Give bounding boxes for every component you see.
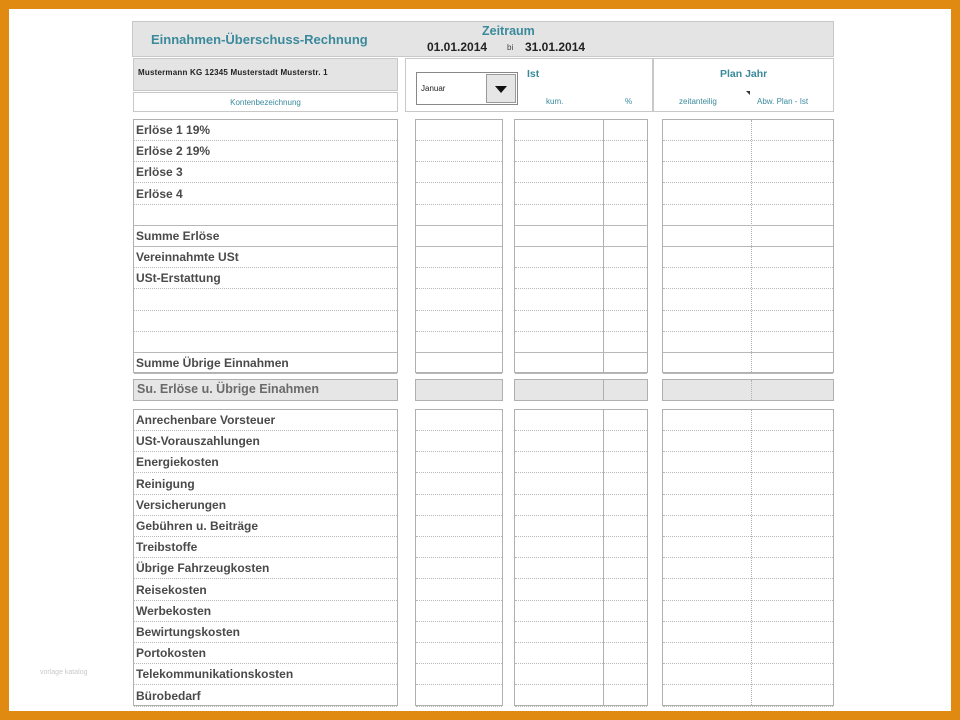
table-cell[interactable]: [663, 226, 833, 247]
table-cell[interactable]: [515, 431, 647, 452]
table-cell[interactable]: [515, 622, 647, 643]
row-label: Vereinnahmte USt: [136, 250, 239, 264]
table-cell[interactable]: [416, 452, 502, 473]
table-cell[interactable]: [416, 162, 502, 183]
table-cell[interactable]: [416, 353, 502, 374]
table-cell[interactable]: [663, 558, 833, 579]
table-cell[interactable]: [134, 184, 397, 205]
table-cell[interactable]: [663, 452, 833, 473]
row-label: Portokosten: [136, 646, 207, 660]
date-to-field[interactable]: 31.01.2014: [525, 40, 586, 54]
table-cell[interactable]: [663, 311, 833, 332]
table-cell[interactable]: [515, 311, 647, 332]
table-cell[interactable]: [515, 664, 647, 685]
company-info: Mustermann KG 12345 Musterstadt Musterstr. 1: [133, 58, 398, 91]
table-cell[interactable]: [515, 686, 647, 707]
table-cell[interactable]: [416, 332, 502, 353]
row-label: Bewirtungskosten: [136, 625, 241, 639]
table-cell[interactable]: [416, 580, 502, 601]
date-from-field[interactable]: 01.01.2014: [427, 40, 488, 54]
table-cell[interactable]: [515, 537, 647, 558]
revenue-plan-column: [662, 119, 834, 373]
month-dropdown[interactable]: [416, 72, 518, 105]
row-label: Erlöse 2 19%: [136, 144, 211, 158]
expense-month-column: [415, 409, 503, 706]
table-cell[interactable]: [515, 353, 647, 374]
table-cell[interactable]: [515, 162, 647, 183]
table-cell[interactable]: [515, 226, 647, 247]
table-cell[interactable]: [134, 516, 397, 537]
table-cell[interactable]: [134, 205, 397, 226]
table-cell[interactable]: [416, 622, 502, 643]
total-income-label: Su. Erlöse u. Übrige Einahmen: [137, 382, 319, 396]
table-cell[interactable]: [416, 495, 502, 516]
table-cell[interactable]: [134, 141, 397, 162]
table-cell[interactable]: [134, 601, 397, 622]
table-cell[interactable]: [134, 664, 397, 685]
table-cell[interactable]: [416, 120, 502, 141]
table-cell[interactable]: [134, 120, 397, 141]
table-cell[interactable]: [515, 410, 647, 431]
table-cell[interactable]: [134, 162, 397, 183]
table-cell[interactable]: [134, 247, 397, 268]
table-cell[interactable]: [663, 474, 833, 495]
deviation-header: Abw. Plan - Ist: [757, 97, 809, 106]
worksheet: [9, 9, 951, 711]
revenue-month-column: [415, 119, 503, 373]
ist-header: Ist: [527, 68, 540, 80]
table-cell[interactable]: [663, 290, 833, 311]
expense-account-column: [133, 409, 398, 706]
table-cell[interactable]: [416, 205, 502, 226]
account-column-header: Kontenbezeichnung: [133, 92, 398, 112]
table-cell[interactable]: [134, 537, 397, 558]
table-cell[interactable]: [134, 268, 397, 289]
row-label: Reinigung: [136, 477, 195, 491]
table-cell[interactable]: [663, 141, 833, 162]
plan-year-header: Plan Jahr: [720, 68, 768, 80]
row-label: Gebühren u. Beiträge: [136, 519, 259, 533]
row-label: Reisekosten: [136, 583, 207, 597]
table-cell[interactable]: [416, 268, 502, 289]
table-cell[interactable]: [416, 311, 502, 332]
revenue-account-column: [133, 119, 398, 373]
table-cell[interactable]: [416, 643, 502, 664]
table-cell[interactable]: [663, 516, 833, 537]
table-cell[interactable]: [416, 601, 502, 622]
table-cell[interactable]: [663, 537, 833, 558]
table-cell[interactable]: [134, 580, 397, 601]
table-cell[interactable]: [515, 268, 647, 289]
column-divider: [603, 380, 604, 400]
total-income-cell[interactable]: [514, 379, 648, 401]
table-cell[interactable]: [515, 580, 647, 601]
total-income-cell[interactable]: [662, 379, 834, 401]
table-cell[interactable]: [663, 601, 833, 622]
table-cell[interactable]: [134, 353, 397, 374]
table-cell[interactable]: [663, 120, 833, 141]
table-cell[interactable]: [416, 431, 502, 452]
row-label: Erlöse 4: [136, 187, 183, 201]
table-cell[interactable]: [416, 558, 502, 579]
table-cell[interactable]: [134, 452, 397, 473]
table-cell[interactable]: [515, 205, 647, 226]
percent-header: %: [625, 97, 633, 106]
watermark: vorlage katalog: [40, 669, 88, 676]
table-cell[interactable]: [416, 537, 502, 558]
row-label: Erlöse 1 19%: [136, 123, 211, 137]
sheet-title: Einnahmen-Überschuss-Rechnung: [151, 32, 368, 47]
table-cell[interactable]: [134, 474, 397, 495]
row-label: Summe Erlöse: [136, 229, 220, 243]
table-cell[interactable]: [663, 353, 833, 374]
revenue-cumulative-column: [514, 119, 648, 373]
table-cell[interactable]: [515, 120, 647, 141]
row-label: USt-Vorauszahlungen: [136, 434, 260, 448]
table-cell[interactable]: [663, 664, 833, 685]
table-cell[interactable]: [134, 226, 397, 247]
table-cell[interactable]: [134, 410, 397, 431]
total-income-cell[interactable]: [415, 379, 503, 401]
table-cell[interactable]: [134, 495, 397, 516]
table-cell[interactable]: [134, 290, 397, 311]
dropdown-button[interactable]: [486, 74, 516, 103]
table-cell[interactable]: [663, 205, 833, 226]
table-cell[interactable]: [416, 410, 502, 431]
table-cell[interactable]: [663, 184, 833, 205]
row-label: Erlöse 3: [136, 165, 183, 179]
table-cell[interactable]: [515, 332, 647, 353]
table-cell[interactable]: [515, 184, 647, 205]
row-label: Werbekosten: [136, 604, 212, 618]
row-label: Übrige Fahrzeugkosten: [136, 561, 270, 575]
table-cell[interactable]: [515, 290, 647, 311]
total-income-label-cell: [133, 379, 398, 401]
table-cell[interactable]: [663, 686, 833, 707]
table-cell[interactable]: [134, 643, 397, 664]
row-label: Energiekosten: [136, 455, 219, 469]
table-cell[interactable]: [663, 332, 833, 353]
row-label: USt-Erstattung: [136, 271, 221, 285]
table-cell[interactable]: [663, 247, 833, 268]
month-selected-value: Januar: [421, 84, 446, 93]
row-label: Summe Übrige Einnahmen: [136, 356, 289, 370]
table-cell[interactable]: [515, 495, 647, 516]
table-cell[interactable]: [663, 643, 833, 664]
expense-cumulative-column: [514, 409, 648, 706]
table-cell[interactable]: [663, 580, 833, 601]
table-cell[interactable]: [515, 516, 647, 537]
table-cell[interactable]: [134, 332, 397, 353]
table-cell[interactable]: [663, 431, 833, 452]
table-cell[interactable]: [663, 622, 833, 643]
table-cell[interactable]: [134, 311, 397, 332]
table-cell[interactable]: [416, 516, 502, 537]
table-cell[interactable]: [416, 226, 502, 247]
table-cell[interactable]: [416, 141, 502, 162]
table-cell[interactable]: [663, 162, 833, 183]
table-cell[interactable]: [416, 474, 502, 495]
period-label: Zeitraum: [482, 24, 535, 38]
date-separator: bi: [507, 43, 514, 52]
table-cell[interactable]: [515, 452, 647, 473]
zeitanteilig-header: zeitanteilig: [679, 97, 717, 106]
row-label: Telekommunikationskosten: [136, 667, 294, 681]
table-cell[interactable]: [515, 474, 647, 495]
comment-marker-icon: [746, 91, 750, 95]
row-label: Anrechenbare Vorsteuer: [136, 413, 276, 427]
column-divider: [751, 380, 752, 400]
table-cell[interactable]: [663, 268, 833, 289]
row-label: Bürobedarf: [136, 689, 201, 703]
expense-plan-column: [662, 409, 834, 706]
table-cell[interactable]: [416, 664, 502, 685]
table-cell[interactable]: [663, 495, 833, 516]
table-cell[interactable]: [416, 686, 502, 707]
table-cell[interactable]: [515, 247, 647, 268]
table-cell[interactable]: [416, 247, 502, 268]
table-cell[interactable]: [416, 290, 502, 311]
table-cell[interactable]: [134, 558, 397, 579]
table-cell[interactable]: [515, 558, 647, 579]
table-cell[interactable]: [134, 622, 397, 643]
title-band: [132, 21, 834, 57]
table-cell[interactable]: [515, 601, 647, 622]
table-cell[interactable]: [134, 686, 397, 707]
table-cell[interactable]: [134, 431, 397, 452]
row-label: Versicherungen: [136, 498, 227, 512]
chevron-down-icon: [495, 86, 507, 93]
table-cell[interactable]: [515, 141, 647, 162]
table-cell[interactable]: [663, 410, 833, 431]
table-cell[interactable]: [515, 643, 647, 664]
table-cell[interactable]: [416, 184, 502, 205]
row-label: Treibstoffe: [136, 540, 198, 554]
kum-header: kum.: [546, 97, 564, 106]
